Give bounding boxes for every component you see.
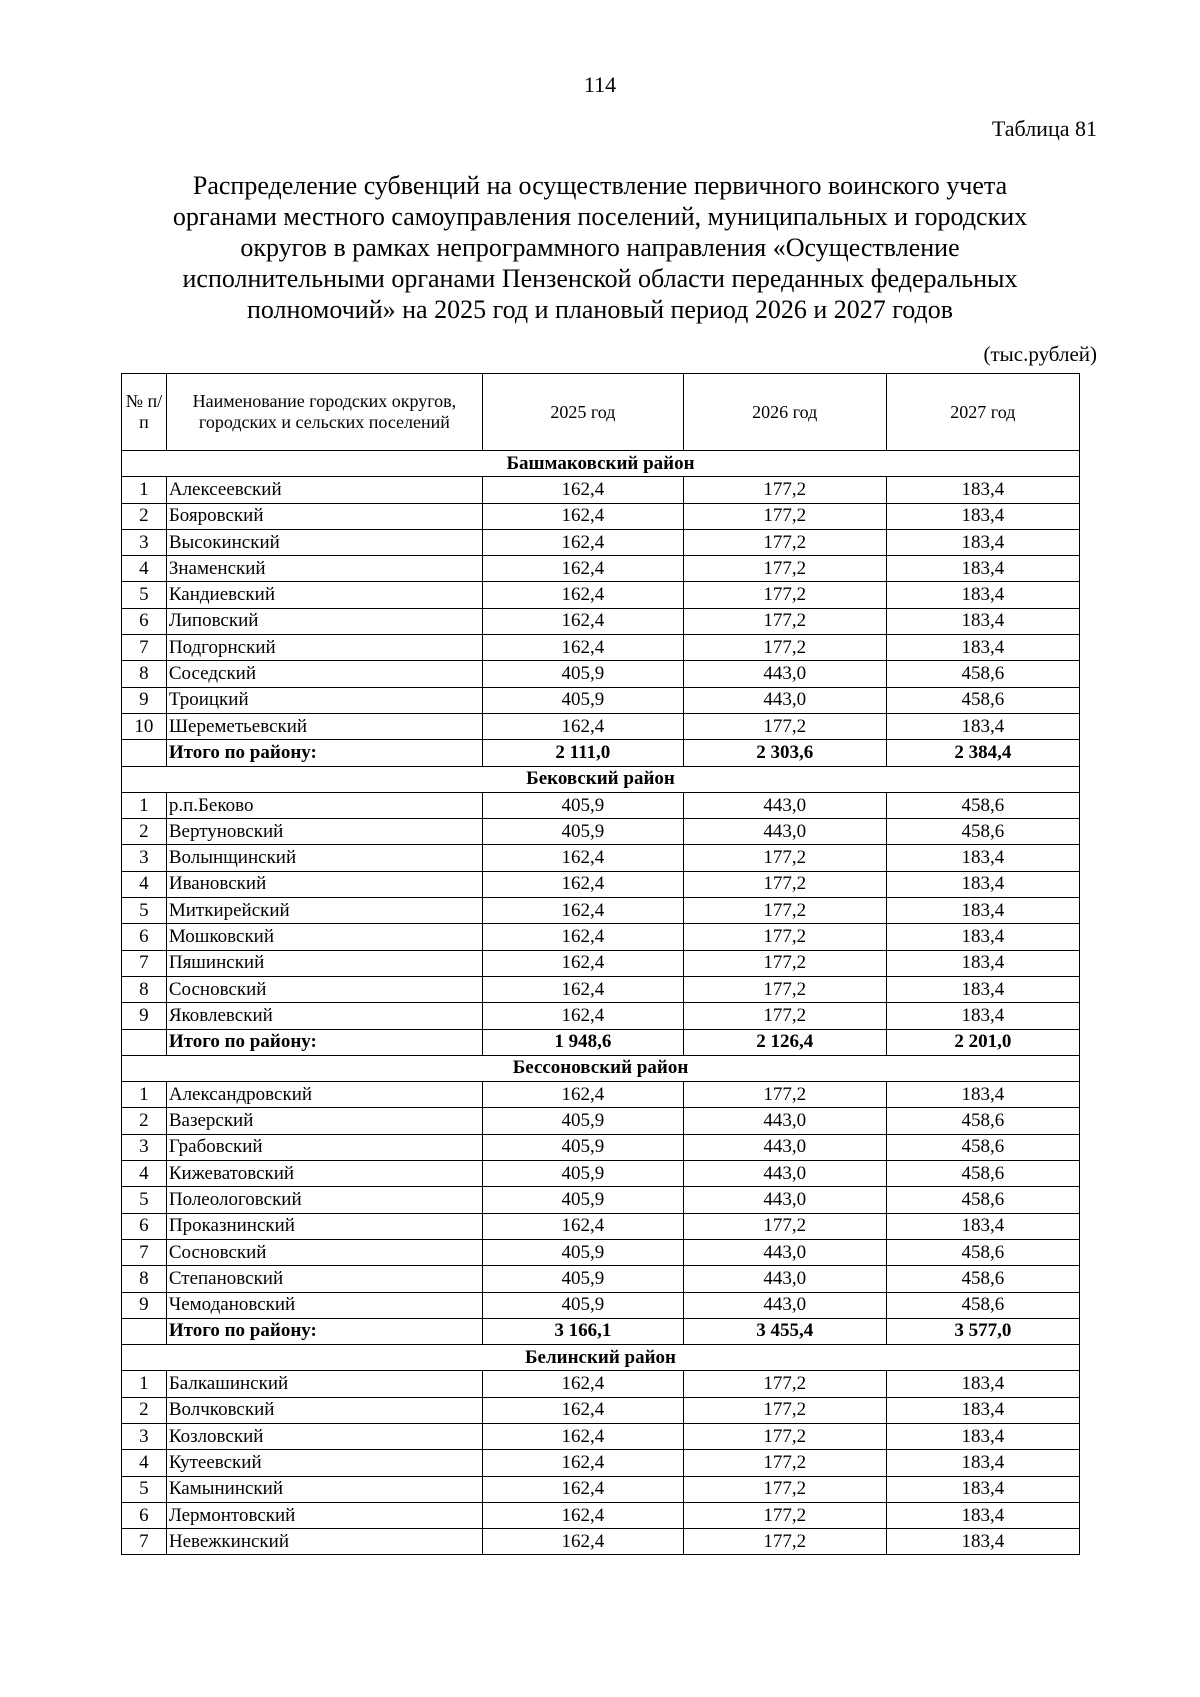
value-2027: 183,4	[886, 477, 1079, 503]
table-row	[122, 661, 1080, 687]
value-2027: 183,4	[886, 556, 1079, 582]
value-2026: 177,2	[683, 477, 886, 503]
table-row	[122, 1187, 1080, 1213]
units-label: (тыс.рублей)	[983, 342, 1097, 366]
value-2025: 162,4	[482, 924, 683, 950]
settlement-name: Вертуновский	[166, 819, 482, 845]
value-2025: 162,4	[482, 871, 683, 897]
settlement-name: Знаменский	[166, 556, 482, 582]
value-2026: 443,0	[683, 819, 886, 845]
row-number: 8	[122, 1266, 167, 1292]
table-row	[122, 582, 1080, 608]
title-line: полномочий» на 2025 год и плановый период 2026 и 2027 годов	[246, 295, 954, 324]
row-number: 8	[122, 976, 167, 1002]
table-row	[122, 1529, 1080, 1555]
settlement-name: Миткирейский	[166, 898, 482, 924]
value-2025: 162,4	[482, 1529, 683, 1555]
value-2025: 162,4	[482, 1397, 683, 1423]
row-number: 7	[122, 950, 167, 976]
table-row	[122, 950, 1080, 976]
table-row	[122, 1292, 1080, 1318]
value-2026: 177,2	[683, 582, 886, 608]
settlement-name: Чемодановский	[166, 1292, 482, 1318]
title-line: органами местного самоуправления поселений, муниципальных и городских	[172, 202, 1028, 231]
value-2027: 458,6	[886, 1187, 1079, 1213]
page-number: 114	[583, 72, 617, 97]
table-row	[122, 976, 1080, 1002]
total-2026: 2 303,6	[683, 740, 886, 766]
settlement-name: Кижеватовский	[166, 1161, 482, 1187]
table-row	[122, 1213, 1080, 1239]
value-2026: 443,0	[683, 1108, 886, 1134]
value-2026: 177,2	[683, 924, 886, 950]
settlement-name: Сосновский	[166, 976, 482, 1002]
table-row	[122, 713, 1080, 739]
value-2027: 183,4	[886, 1529, 1079, 1555]
value-2027: 183,4	[886, 1502, 1079, 1528]
settlement-name: Лермонтовский	[166, 1502, 482, 1528]
row-number: 4	[122, 556, 167, 582]
value-2025: 162,4	[482, 529, 683, 555]
total-label: Итого по району:	[166, 740, 482, 766]
table-row	[122, 687, 1080, 713]
district-header-row	[122, 451, 1080, 477]
total-num-cell	[122, 1318, 167, 1344]
value-2025: 162,4	[482, 713, 683, 739]
settlement-name: Полеологовский	[166, 1187, 482, 1213]
row-number: 5	[122, 1476, 167, 1502]
table-label: Таблица 81	[991, 116, 1097, 141]
value-2026: 177,2	[683, 529, 886, 555]
value-2026: 177,2	[683, 1082, 886, 1108]
row-number: 5	[122, 1187, 167, 1213]
settlement-name: Кандиевский	[166, 582, 482, 608]
row-number: 1	[122, 1371, 167, 1397]
table-row	[122, 1423, 1080, 1449]
value-2025: 162,4	[482, 1082, 683, 1108]
title-line: Распределение субвенций на осуществление первичного воинского учета	[192, 171, 1008, 200]
table-row	[122, 1161, 1080, 1187]
value-2026: 443,0	[683, 1266, 886, 1292]
settlement-name: Высокинский	[166, 529, 482, 555]
table-row	[122, 1502, 1080, 1528]
document-title	[120, 170, 1080, 325]
value-2027: 183,4	[886, 924, 1079, 950]
row-number: 9	[122, 1292, 167, 1318]
settlement-name: Кутеевский	[166, 1450, 482, 1476]
district-header-row	[122, 1345, 1080, 1371]
value-2027: 458,6	[886, 1292, 1079, 1318]
value-2025: 162,4	[482, 845, 683, 871]
value-2027: 183,4	[886, 1213, 1079, 1239]
district-total-row	[122, 1029, 1080, 1055]
table-row	[122, 1450, 1080, 1476]
settlement-name: Вазерский	[166, 1108, 482, 1134]
value-2026: 443,0	[683, 792, 886, 818]
value-2026: 443,0	[683, 1161, 886, 1187]
row-number: 2	[122, 1397, 167, 1423]
value-2027: 183,4	[886, 1003, 1079, 1029]
value-2027: 458,6	[886, 1108, 1079, 1134]
value-2025: 405,9	[482, 1292, 683, 1318]
table-row	[122, 924, 1080, 950]
row-number: 4	[122, 1450, 167, 1476]
district-name: Бессоновский район	[122, 1055, 1080, 1081]
value-2025: 162,4	[482, 503, 683, 529]
table-row	[122, 898, 1080, 924]
value-2027: 183,4	[886, 1423, 1079, 1449]
total-2026: 2 126,4	[683, 1029, 886, 1055]
value-2025: 162,4	[482, 635, 683, 661]
value-2027: 183,4	[886, 845, 1079, 871]
value-2026: 443,0	[683, 661, 886, 687]
row-number: 5	[122, 898, 167, 924]
value-2026: 177,2	[683, 976, 886, 1002]
value-2025: 162,4	[482, 1213, 683, 1239]
value-2025: 162,4	[482, 477, 683, 503]
header-name: Наименование городских округов, городских и сельских поселений	[166, 374, 482, 451]
value-2025: 162,4	[482, 556, 683, 582]
total-2025: 1 948,6	[482, 1029, 683, 1055]
table-row	[122, 792, 1080, 818]
district-name: Бековский район	[122, 766, 1080, 792]
settlement-name: Подгорнский	[166, 635, 482, 661]
table-row	[122, 503, 1080, 529]
row-number: 10	[122, 713, 167, 739]
district-header-row	[122, 1055, 1080, 1081]
value-2026: 177,2	[683, 1371, 886, 1397]
total-label: Итого по району:	[166, 1318, 482, 1344]
value-2026: 177,2	[683, 1397, 886, 1423]
value-2026: 443,0	[683, 687, 886, 713]
total-2025: 3 166,1	[482, 1318, 683, 1344]
value-2026: 177,2	[683, 950, 886, 976]
table-row	[122, 1134, 1080, 1160]
table-row	[122, 635, 1080, 661]
value-2025: 405,9	[482, 1134, 683, 1160]
value-2025: 162,4	[482, 950, 683, 976]
header-2025: 2025 год	[482, 374, 683, 451]
header-2026: 2026 год	[683, 374, 886, 451]
table-row	[122, 871, 1080, 897]
value-2027: 183,4	[886, 1476, 1079, 1502]
row-number: 9	[122, 1003, 167, 1029]
district-total-row	[122, 740, 1080, 766]
row-number: 3	[122, 845, 167, 871]
row-number: 1	[122, 477, 167, 503]
value-2026: 177,2	[683, 845, 886, 871]
value-2025: 405,9	[482, 819, 683, 845]
title-line: округов в рамках непрограммного направления «Осуществление	[240, 233, 960, 262]
table-header-row	[122, 374, 1080, 451]
row-number: 3	[122, 529, 167, 555]
settlement-name: Шереметьевский	[166, 713, 482, 739]
district-name: Башмаковский район	[122, 451, 1080, 477]
table-row	[122, 529, 1080, 555]
table-row	[122, 556, 1080, 582]
settlement-name: Волынщинский	[166, 845, 482, 871]
total-label: Итого по району:	[166, 1029, 482, 1055]
settlement-name: Ивановский	[166, 871, 482, 897]
value-2027: 183,4	[886, 1397, 1079, 1423]
row-number: 3	[122, 1423, 167, 1449]
value-2026: 177,2	[683, 503, 886, 529]
value-2026: 177,2	[683, 713, 886, 739]
value-2025: 405,9	[482, 661, 683, 687]
settlement-name: Троицкий	[166, 687, 482, 713]
value-2027: 183,4	[886, 713, 1079, 739]
settlement-name: Липовский	[166, 608, 482, 634]
row-number: 1	[122, 792, 167, 818]
value-2027: 183,4	[886, 898, 1079, 924]
row-number: 6	[122, 924, 167, 950]
title-line: исполнительными органами Пензенской области переданных федеральных	[182, 264, 1018, 293]
value-2027: 458,6	[886, 1161, 1079, 1187]
table-row	[122, 1266, 1080, 1292]
row-number: 2	[122, 819, 167, 845]
value-2025: 405,9	[482, 792, 683, 818]
settlement-name: Мошковский	[166, 924, 482, 950]
value-2026: 443,0	[683, 1239, 886, 1265]
settlement-name: Проказнинский	[166, 1213, 482, 1239]
value-2027: 183,4	[886, 529, 1079, 555]
value-2027: 183,4	[886, 608, 1079, 634]
value-2027: 183,4	[886, 503, 1079, 529]
value-2025: 162,4	[482, 898, 683, 924]
value-2026: 177,2	[683, 635, 886, 661]
value-2025: 405,9	[482, 1187, 683, 1213]
settlement-name: Бояровский	[166, 503, 482, 529]
value-2027: 183,4	[886, 976, 1079, 1002]
value-2027: 183,4	[886, 871, 1079, 897]
settlement-name: Волчковский	[166, 1397, 482, 1423]
table-row	[122, 1003, 1080, 1029]
settlement-name: Козловский	[166, 1423, 482, 1449]
district-header-row	[122, 766, 1080, 792]
table-row	[122, 1371, 1080, 1397]
value-2027: 183,4	[886, 582, 1079, 608]
row-number: 5	[122, 582, 167, 608]
row-number: 8	[122, 661, 167, 687]
value-2025: 162,4	[482, 608, 683, 634]
table-row	[122, 477, 1080, 503]
value-2026: 177,2	[683, 1529, 886, 1555]
row-number: 6	[122, 608, 167, 634]
header-num: № п/п	[122, 374, 167, 451]
value-2025: 162,4	[482, 1502, 683, 1528]
value-2026: 443,0	[683, 1292, 886, 1318]
settlement-name: Степановский	[166, 1266, 482, 1292]
value-2027: 458,6	[886, 819, 1079, 845]
value-2025: 162,4	[482, 1371, 683, 1397]
settlement-name: Яковлевский	[166, 1003, 482, 1029]
value-2025: 405,9	[482, 687, 683, 713]
total-2025: 2 111,0	[482, 740, 683, 766]
total-num-cell	[122, 1029, 167, 1055]
row-number: 3	[122, 1134, 167, 1160]
settlement-name: р.п.Беково	[166, 792, 482, 818]
header-2027: 2027 год	[886, 374, 1079, 451]
value-2026: 177,2	[683, 556, 886, 582]
table-row	[122, 1239, 1080, 1265]
value-2026: 177,2	[683, 871, 886, 897]
subvention-table	[121, 373, 1080, 1555]
table-body	[122, 451, 1080, 1555]
value-2027: 458,6	[886, 792, 1079, 818]
value-2025: 162,4	[482, 1450, 683, 1476]
table-row	[122, 1082, 1080, 1108]
district-name: Белинский район	[122, 1345, 1080, 1371]
table-row	[122, 1108, 1080, 1134]
value-2025: 405,9	[482, 1161, 683, 1187]
value-2026: 177,2	[683, 1450, 886, 1476]
value-2025: 162,4	[482, 1423, 683, 1449]
settlement-name: Грабовский	[166, 1134, 482, 1160]
value-2027: 458,6	[886, 1266, 1079, 1292]
value-2025: 162,4	[482, 582, 683, 608]
row-number: 2	[122, 503, 167, 529]
value-2027: 183,4	[886, 950, 1079, 976]
table-row	[122, 845, 1080, 871]
value-2026: 443,0	[683, 1187, 886, 1213]
value-2025: 405,9	[482, 1239, 683, 1265]
value-2026: 177,2	[683, 1502, 886, 1528]
value-2026: 177,2	[683, 1423, 886, 1449]
district-total-row	[122, 1318, 1080, 1344]
settlement-name: Сосновский	[166, 1239, 482, 1265]
row-number: 7	[122, 1239, 167, 1265]
value-2025: 162,4	[482, 976, 683, 1002]
row-number: 6	[122, 1213, 167, 1239]
row-number: 1	[122, 1082, 167, 1108]
table-row	[122, 608, 1080, 634]
row-number: 7	[122, 1529, 167, 1555]
value-2027: 458,6	[886, 1239, 1079, 1265]
total-2027: 2 384,4	[886, 740, 1079, 766]
value-2026: 177,2	[683, 1003, 886, 1029]
total-2027: 3 577,0	[886, 1318, 1079, 1344]
table-row	[122, 819, 1080, 845]
value-2027: 458,6	[886, 1134, 1079, 1160]
settlement-name: Соседский	[166, 661, 482, 687]
row-number: 6	[122, 1502, 167, 1528]
settlement-name: Балкашинский	[166, 1371, 482, 1397]
value-2026: 177,2	[683, 1476, 886, 1502]
value-2027: 183,4	[886, 1082, 1079, 1108]
value-2026: 177,2	[683, 898, 886, 924]
row-number: 2	[122, 1108, 167, 1134]
value-2027: 458,6	[886, 687, 1079, 713]
settlement-name: Алексеевский	[166, 477, 482, 503]
total-2027: 2 201,0	[886, 1029, 1079, 1055]
table-row	[122, 1397, 1080, 1423]
value-2027: 183,4	[886, 1450, 1079, 1476]
value-2026: 443,0	[683, 1134, 886, 1160]
row-number: 4	[122, 871, 167, 897]
value-2026: 177,2	[683, 608, 886, 634]
row-number: 7	[122, 635, 167, 661]
value-2027: 183,4	[886, 1371, 1079, 1397]
value-2025: 405,9	[482, 1108, 683, 1134]
value-2027: 183,4	[886, 635, 1079, 661]
settlement-name: Невежкинский	[166, 1529, 482, 1555]
total-2026: 3 455,4	[683, 1318, 886, 1344]
value-2025: 162,4	[482, 1003, 683, 1029]
value-2025: 162,4	[482, 1476, 683, 1502]
table-row	[122, 1476, 1080, 1502]
row-number: 4	[122, 1161, 167, 1187]
settlement-name: Александровский	[166, 1082, 482, 1108]
total-num-cell	[122, 740, 167, 766]
row-number: 9	[122, 687, 167, 713]
settlement-name: Пяшинский	[166, 950, 482, 976]
value-2026: 177,2	[683, 1213, 886, 1239]
value-2025: 405,9	[482, 1266, 683, 1292]
settlement-name: Камынинский	[166, 1476, 482, 1502]
value-2027: 458,6	[886, 661, 1079, 687]
